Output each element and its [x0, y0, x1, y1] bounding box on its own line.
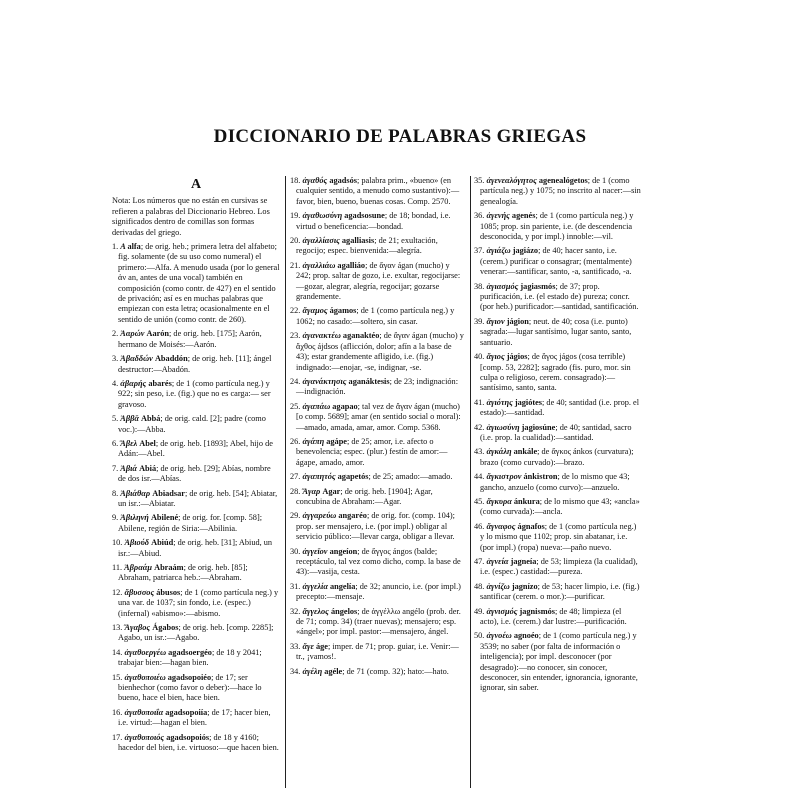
entry-greek-word: ἀγνοέω	[486, 631, 514, 641]
dictionary-entry	[474, 497, 642, 518]
entry-number: 49.	[474, 606, 487, 616]
entry-greek-word: ἁγνεία	[486, 557, 511, 566]
dictionary-entry	[112, 489, 280, 510]
entry-number: 19.	[290, 211, 303, 221]
entry-number: 10.	[112, 538, 125, 548]
dictionary-entry	[112, 329, 280, 350]
dictionary-entry	[112, 733, 280, 754]
entry-transliteration: áge	[315, 641, 328, 651]
entry-number: 4.	[112, 378, 121, 388]
entry-greek-word: ἀγγεῖον	[302, 546, 330, 556]
entry-definition: ; de lo mismo que 43; gancho, anzuelo (como curvo):—anzuelo.	[480, 472, 630, 492]
entry-transliteration: angeíon	[329, 546, 358, 556]
entry-greek-word: Ἀαρών	[120, 329, 147, 339]
entry-number: 3.	[112, 354, 121, 364]
entry-number: 5.	[112, 414, 121, 424]
entry-greek-word: ἀγανακτέω	[302, 331, 343, 341]
dictionary-entry	[112, 464, 280, 485]
dictionary-entry	[474, 631, 642, 693]
dictionary-entry	[474, 472, 642, 493]
entry-transliteration: Agar	[322, 486, 341, 496]
entry-greek-word: ἁγιωσύνη	[486, 422, 522, 432]
entry-definition: ; de 1 (como partícula neg.) y 1085; prop. sin pariente, i.e. (de descendencia desconocida, y por impl.) innoble:—vil.	[480, 211, 634, 242]
entry-definition: ; palabra prim., «bueno» (en cualquier sentido, a menudo como sustantivo):—favor, bien, bueno, buenas cosas. Comp. 2570.	[296, 176, 460, 206]
entry-definition: ; de orig. heb. [1893]; Abel, hijo de Adán:—Abel.	[118, 438, 273, 459]
entry-definition: ; de 53; limpieza (la cualidad), i.e. (espec.) castidad:—pureza.	[480, 557, 638, 577]
entry-number: 33.	[290, 641, 303, 651]
entry-number: 12.	[112, 587, 125, 597]
entry-greek-word: ἀγγαρεύω	[302, 511, 339, 521]
entry-transliteration: agapetós	[337, 472, 369, 482]
entry-transliteration: ágamos	[329, 306, 357, 316]
entry-definition: ; de 18 y 2041; trabajar bien:—hagan bien.	[118, 647, 262, 668]
entry-transliteration: Abaddón	[154, 354, 188, 364]
entry-greek-word: ἁγιασμός	[486, 281, 521, 291]
entry-definition: ; de orig. heb. [175]; Aarón, hermano de Moisés:—Aarón.	[118, 329, 262, 349]
entry-definition: ; de 17; hacer bien, i.e. virtud:—hagan el bien.	[118, 707, 271, 728]
entry-greek-word: Ἀβιά	[120, 463, 140, 473]
entry-transliteration: agalliasis	[341, 236, 375, 246]
dictionary-entry	[290, 211, 466, 232]
dictionary-entry	[474, 352, 642, 394]
dictionary-entry	[474, 317, 642, 348]
entry-transliteration: ánkura	[513, 496, 540, 506]
dictionary-entry	[474, 522, 642, 553]
entry-greek-word: ἄγκυρα	[486, 496, 514, 506]
entry-transliteration: jagiosúne	[521, 422, 556, 432]
entry-greek-word: ἀγαθοποιέω	[124, 672, 168, 682]
entry-number: 45.	[474, 496, 487, 506]
entry-transliteration: jagiótes	[514, 397, 543, 407]
entry-greek-word: Ἀβραάμ	[124, 563, 155, 572]
entry-greek-word: ἁγιάζω	[486, 246, 513, 256]
dictionary-column-1	[112, 176, 280, 788]
entry-definition: ; de 1 (como partícula neg.) y una var. de 1037; sin fondo, i.e. (espec.) (infernal) «abismo»:—abismo.	[118, 587, 279, 618]
entry-transliteration: agalliáo	[337, 260, 366, 270]
dictionary-entry	[112, 379, 280, 410]
dictionary-entry	[290, 547, 466, 578]
entry-number: 39.	[474, 316, 487, 326]
entry-number: 17.	[112, 732, 125, 742]
entry-greek-word: Ἄγαβος	[124, 623, 153, 633]
entry-greek-word: ἁγιότης	[486, 397, 515, 407]
column-divider	[285, 176, 286, 788]
entry-definition: ; de ἀγγέλλω angélo (prob. der. de 71; comp. 34) (traer nuevas); mensajero; esp. «ángel»; por impl. pastor:—mensajero, ángel.	[296, 606, 461, 637]
entry-transliteration: agadsopoiéo	[167, 672, 212, 682]
entry-number: 15.	[112, 672, 125, 682]
entry-definition: ; de 23; indignación:—indignación.	[296, 376, 459, 397]
entry-greek-word: ἀγαθωσύνη	[302, 211, 345, 221]
entry-transliteration: ábusos	[156, 587, 181, 597]
entry-definition: ; de 1 (como partícula neg.) y 922; sin peso, i.e. (fig.) que no es carga:— ser gravoso.	[118, 378, 271, 409]
entry-number: 21.	[290, 260, 303, 270]
entry-greek-word: ἀγαλλιάω	[302, 260, 338, 270]
entry-greek-word: ἀγγελία	[302, 581, 331, 591]
entry-number: 28.	[290, 486, 303, 496]
entry-greek-word: ἀγαπάω	[302, 401, 333, 411]
entry-transliteration: ágnafos	[517, 521, 545, 531]
dictionary-entry	[290, 306, 466, 327]
entry-transliteration: Abraám	[154, 563, 184, 572]
entry-transliteration: jagneía	[510, 557, 537, 566]
entry-greek-word: ἀγαθός	[302, 176, 330, 185]
entry-number: 41.	[474, 397, 487, 407]
entry-greek-word: ἀγκάλη	[486, 447, 514, 457]
entry-number: 46.	[474, 521, 487, 531]
entry-greek-word: ἁγνισμός	[486, 606, 520, 616]
entry-transliteration: jagiázo	[512, 246, 539, 256]
dictionary-entry	[290, 176, 466, 207]
section-letter: A	[190, 177, 202, 192]
entry-greek-word: ἄγκιστρον	[486, 472, 524, 482]
entry-greek-word: ἅγιος	[486, 352, 507, 362]
entry-number: 11.	[112, 563, 125, 572]
entry-number: 23.	[290, 331, 303, 341]
entry-definition: ; de 1 (como partícula neg.) y 3539; no saber (por falta de información o inteligencia); por impl. desconocer (por desagrado):—no conocer, sin conocer, desconocer, sin entender, ignorancia, ignorante, ignorar, sin saber.	[480, 631, 638, 693]
dictionary-entry	[112, 414, 280, 435]
entry-transliteration: Abiúd	[151, 538, 174, 548]
dictionary-entry	[112, 439, 280, 460]
entry-greek-word: ἀγανάκτησις	[302, 376, 349, 386]
entry-greek-word: Ἀβιληνή	[120, 513, 151, 523]
entry-transliteration: angaréo	[338, 511, 367, 521]
entry-greek-word: ἀγαθοεργέω	[124, 647, 169, 657]
entry-definition: ; de ἅγος jágos (cosa terrible) [comp. 53, 2282]; sagrado (fis. puro, mor. sin culpa o religioso, cerem. consagrado):—santísimo, santo, santa.	[480, 352, 631, 393]
dictionary-entry	[112, 242, 280, 325]
entry-greek-word: Ἀβιούδ	[124, 538, 152, 548]
entry-transliteration: abarés	[148, 378, 172, 388]
entry-number: 34.	[290, 666, 303, 676]
dictionary-column-2	[290, 176, 466, 788]
entry-number: 40.	[474, 352, 487, 362]
entry-number: 44.	[474, 472, 487, 482]
entry-greek-word: ἄγναφος	[486, 521, 518, 531]
entry-number: 14.	[112, 647, 125, 657]
column-divider	[470, 176, 471, 788]
entry-number: 13.	[112, 623, 125, 633]
entry-number: 6.	[112, 438, 121, 448]
entry-transliteration: Ágabos	[152, 623, 179, 633]
entry-number: 27.	[290, 472, 303, 482]
entry-number: 31.	[290, 581, 303, 591]
dictionary-entry	[290, 377, 466, 398]
dictionary-entry	[112, 673, 280, 704]
entry-transliteration: agadsosune	[344, 211, 385, 221]
entry-number: 35.	[474, 176, 487, 185]
entry-greek-word: ἅγιον	[486, 316, 507, 326]
entry-definition: ; de orig. heb.; primera letra del alfabeto; fig. solamente (de su uso como numeral) el primero:—Alfa. A menudo usada (por lo general ἀν an, antes de una vocal) también en composición (como contr. de 427) en el sentido de privación; así es en muchas palabras que empiezan con esta letra; ocasionalmente en el sentido de unión (como contr. de 260).	[118, 242, 280, 324]
entry-transliteration: Abiadsar	[152, 488, 185, 498]
entry-transliteration: agadsoergéo	[168, 647, 212, 657]
entry-definition: ; tal vez de ἄγαν ágan (mucho) [o comp. 5689]; amar (en sentido social o moral):—amado, amada, amar, amor. Comp. 5368.	[296, 401, 461, 432]
dictionary-entry	[290, 607, 466, 638]
entry-transliteration: Abbá	[141, 414, 161, 424]
entry-definition: ; de orig. for. (comp. 104); prop. ser mensajero, i.e. (por impl.) obligar al servicio público:—llevar carga, obligar a llevar.	[296, 511, 455, 542]
dictionary-entry	[474, 557, 642, 578]
entry-transliteration: Abiá	[139, 463, 157, 473]
entry-definition: ; de 1 (como partícula neg.) y 1075; no inscrito al nacer:—sin genealogía.	[480, 176, 641, 206]
dictionary-entry	[290, 437, 466, 468]
entry-greek-word: ἀγαθοποιΐα	[124, 707, 166, 717]
entry-definition: ; de 40; hacer santo, i.e. (cerem.) purificar o consagrar; (mentalmente) venerar:—santificar, santo, -a, santificado, -a.	[480, 246, 632, 277]
entry-definition: ; de 48; limpieza (el acto), i.e. (cerem.) dar lustre:—purificación.	[480, 606, 627, 627]
entry-greek-word: ἀγέλη	[302, 666, 325, 676]
entry-transliteration: agadsós	[329, 176, 357, 185]
dictionary-entry	[112, 648, 280, 669]
entry-definition: ; de orig. cald. [2]; padre (como voc.):—Abba.	[118, 414, 266, 434]
entry-number: 20.	[290, 236, 303, 246]
dictionary-entry	[290, 236, 466, 257]
entry-number: 38.	[474, 281, 487, 291]
entry-greek-word: ἄγαμος	[302, 306, 330, 316]
entry-definition: ; imper. de 71; prop. guiar, i.e. Venir:—tr., ¡vamos!.	[296, 641, 459, 662]
entry-transliteration: jágion	[506, 316, 529, 326]
entry-transliteration: agadsopoiós	[166, 732, 210, 742]
dictionary-entry	[474, 607, 642, 628]
dictionary-entry	[290, 261, 466, 303]
entry-definition: ; de 71 (comp. 32); hato:—hato.	[342, 666, 449, 676]
dictionary-note: Nota: Los números que no están en cursivas se refieren a palabras del Diccionario Hebreo. Los significados dentro de comillas son formas derivadas del griego.	[112, 196, 270, 237]
entry-definition: ; de orig. heb. [1904]; Agar, concubina de Abraham:—Agar.	[296, 486, 433, 506]
dictionary-entry	[290, 472, 466, 482]
entry-number: 37.	[474, 246, 487, 256]
entry-definition: ; de ἄγκος ánkos (curvatura); brazo (como curvado):—brazo.	[480, 447, 634, 467]
entry-transliteration: aganaktéo	[342, 331, 380, 341]
entry-greek-word: ἀγενής	[486, 211, 512, 221]
dictionary-entry	[112, 563, 280, 584]
entry-definition: ; de 25; amado:—amado.	[368, 472, 453, 482]
entry-transliteration: agenés	[511, 211, 536, 221]
entry-greek-word: Ἀβαδδών	[120, 354, 155, 364]
dictionary-entry	[112, 708, 280, 729]
entry-number: 43.	[474, 447, 487, 457]
entry-number: 47.	[474, 557, 487, 566]
dictionary-entry	[474, 582, 642, 603]
dictionary-entry	[290, 582, 466, 603]
entry-number: 42.	[474, 422, 487, 432]
entry-number: 30.	[290, 546, 303, 556]
entry-definition: ; neut. de 40; cosa (i.e. punto) sagrada:—lugar santísimo, lugar santo, santo, santuario.	[480, 316, 632, 347]
entry-greek-word: Ἄγαρ	[302, 486, 323, 496]
entry-greek-word: ἄβυσσος	[124, 587, 157, 597]
entry-number: 24.	[290, 376, 303, 386]
dictionary-entry	[112, 623, 280, 644]
entry-definition: ; de orig. heb. [85]; Abraham, patriarca heb.:—Abraham.	[118, 563, 248, 583]
entry-greek-word: Ἄβελ	[120, 438, 140, 448]
entry-transliteration: Aarón	[146, 329, 170, 339]
entry-definition: ; de 37; prop. purificación, i.e. (el estado de) pureza; concr. (por heb.) purificador:—santidad, santificación.	[480, 281, 639, 312]
entry-number: 29.	[290, 511, 303, 521]
entry-number: 50.	[474, 631, 487, 641]
entry-transliteration: agnoéo	[513, 631, 539, 641]
entry-greek-word: ἁγνίζω	[486, 581, 512, 591]
dictionary-entry	[112, 354, 280, 375]
entry-number: 25.	[290, 401, 303, 411]
entry-transliteration: jagnízo	[511, 581, 538, 591]
entry-definition: ; de orig. heb. [comp. 2285]; Agabo, un isr.:—Agabo.	[118, 623, 274, 643]
dictionary-entry	[290, 487, 466, 508]
dictionary-entry	[290, 331, 466, 373]
entry-transliteration: ánkistron	[523, 472, 558, 482]
entry-number: 1.	[112, 242, 121, 252]
entry-transliteration: jágios	[506, 352, 528, 362]
entry-definition: ; de 40; santidad (i.e. prop. el estado):—santidad.	[480, 397, 640, 418]
dictionary-entry	[290, 667, 466, 677]
entry-transliteration: agéle	[324, 666, 343, 676]
dictionary-entry	[474, 211, 642, 242]
entry-definition: ; de ἄγαν ágan (mucho) y 242; prop. saltar de gozo, i.e. exultar, regocijarse:—gozar, alegrar, alegría, regocijar; gozarse grandemente.	[296, 260, 461, 302]
entry-transliteration: agenealógetos	[538, 176, 588, 185]
entry-number: 8.	[112, 488, 121, 498]
entry-definition: ; de 21; exultación, regocijo; espec. bienvenida:—alegría.	[296, 236, 438, 256]
entry-definition: ; de orig. heb. [29]; Abías, nombre de dos isr.—Abías.	[118, 463, 271, 484]
entry-definition: ; de 32; anuncio, i.e. (por impl.) precepto:—mensaje.	[296, 581, 461, 602]
dictionary-entry	[474, 282, 642, 313]
entry-transliteration: ángelos	[330, 606, 358, 616]
entry-number: 9.	[112, 513, 121, 523]
dictionary-entry	[112, 538, 280, 559]
entry-definition: ; de 1 (como partícula neg.) y lo mismo que 1102; prop. sin abatanar, i.e. (por impl.) (ropa) nueva:—paño nuevo.	[480, 521, 637, 552]
entry-number: 36.	[474, 211, 487, 221]
entry-definition: ; de 18 y 4160; hacedor del bien, i.e. virtuoso:—que hacen bien.	[118, 732, 279, 753]
entry-transliteration: ankále	[513, 447, 538, 457]
dictionary-entry	[474, 423, 642, 444]
dictionary-entry	[112, 513, 280, 534]
entry-definition: ; de 40; santidad, sacro (i.e. prop. la cualidad):—santidad.	[480, 422, 632, 442]
entry-transliteration: aganáktesis	[348, 376, 390, 386]
entry-transliteration: agapao	[332, 401, 358, 411]
entry-definition: ; de ἄγγος ángos (balde; receptáculo, tal vez como dicho, comp. la base de 43):—vasija, cesta.	[296, 546, 461, 577]
entry-definition: ; de 17; ser bienhechor (como favor o deber):—hace lo bueno, hace el bien, hace bien.	[118, 672, 262, 703]
entry-definition: ; de ἄγαν ágan (mucho) y ἄχθος ájdsos (aflicción, dolor; afín a la base de 43); estar grandemente afligido, i.e. (fig.) indignado:—enojar, -se, indignar, -se.	[296, 331, 464, 372]
entry-greek-word: Α	[120, 242, 128, 252]
entry-greek-word: ἀγαθοποιός	[124, 732, 167, 742]
dictionary-entry	[290, 642, 466, 663]
entry-definition: ; de 1 (como partícula neg.) y 1062; no casado:—soltero, sin casar.	[296, 306, 455, 326]
entry-number: 7.	[112, 463, 121, 473]
entry-transliteration: agápe	[326, 436, 347, 446]
entry-greek-word: ἀγενεαλόγητος	[486, 176, 539, 185]
entry-transliteration: agadsopoiía	[165, 707, 208, 717]
entry-greek-word: ἄγγελος	[302, 606, 331, 616]
page-title: DICCIONARIO DE PALABRAS GRIEGAS	[213, 126, 587, 147]
entry-number: 18.	[290, 176, 303, 185]
entry-definition: ; de orig. for. [comp. 58]; Abilene, región de Siria:—Abilinia.	[118, 513, 263, 533]
entry-transliteration: alfa	[127, 242, 141, 252]
dictionary-column-3	[474, 176, 642, 788]
entry-number: 32.	[290, 606, 303, 616]
entry-number: 16.	[112, 707, 125, 717]
entry-greek-word: ἀγαλλίασις	[302, 236, 342, 246]
entry-greek-word: ἀβαρής	[120, 378, 149, 388]
dictionary-entry	[112, 588, 280, 619]
entry-number: 22.	[290, 306, 303, 316]
entry-definition: ; de 18; bondad, i.e. virtud o beneficencia:—bondad.	[296, 211, 451, 231]
entry-transliteration: jagiasmós	[520, 281, 556, 291]
entry-greek-word: Ἀβιάθαρ	[120, 488, 153, 498]
entry-greek-word: ἄγε	[302, 641, 316, 651]
dictionary-entry	[474, 398, 642, 419]
entry-definition: ; de 25; amor, i.e. afecto o benevolencia; espec. (plur.) festín de amor:—ágape, amado, amor.	[296, 436, 448, 467]
dictionary-entry	[474, 176, 642, 207]
entry-greek-word: ἀγάπη	[302, 436, 327, 446]
dictionary-entry	[290, 511, 466, 542]
entry-definition: ; de orig. heb. [11]; ángel destructor:—Abadón.	[118, 354, 272, 374]
entry-number: 26.	[290, 436, 303, 446]
entry-greek-word: ἀγαπητός	[302, 472, 338, 482]
entry-number: 48.	[474, 581, 487, 591]
dictionary-entry	[474, 447, 642, 468]
entry-greek-word: Ἀββᾶ	[120, 414, 141, 424]
entry-number: 2.	[112, 329, 121, 339]
entry-definition: ; de 53; hacer limpio, i.e. (fig.) santificar (cerem. o mor.):—purificar.	[480, 581, 640, 602]
entry-transliteration: angelía	[330, 581, 356, 591]
entry-transliteration: Abel	[139, 438, 156, 448]
entry-definition: ; de lo mismo que 43; «ancla» (como curvada):—ancla.	[480, 496, 640, 517]
dictionary-entry	[474, 246, 642, 277]
entry-transliteration: jagnismós	[519, 606, 555, 616]
entry-definition: ; de orig. heb. [31]; Abiud, un isr.:—Abiud.	[118, 538, 273, 558]
dictionary-entry	[290, 402, 466, 433]
entry-definition: ; de orig. heb. [54]; Abiatar, un isr.:—Abiatar.	[118, 488, 278, 508]
entry-transliteration: Abilené	[150, 513, 179, 523]
